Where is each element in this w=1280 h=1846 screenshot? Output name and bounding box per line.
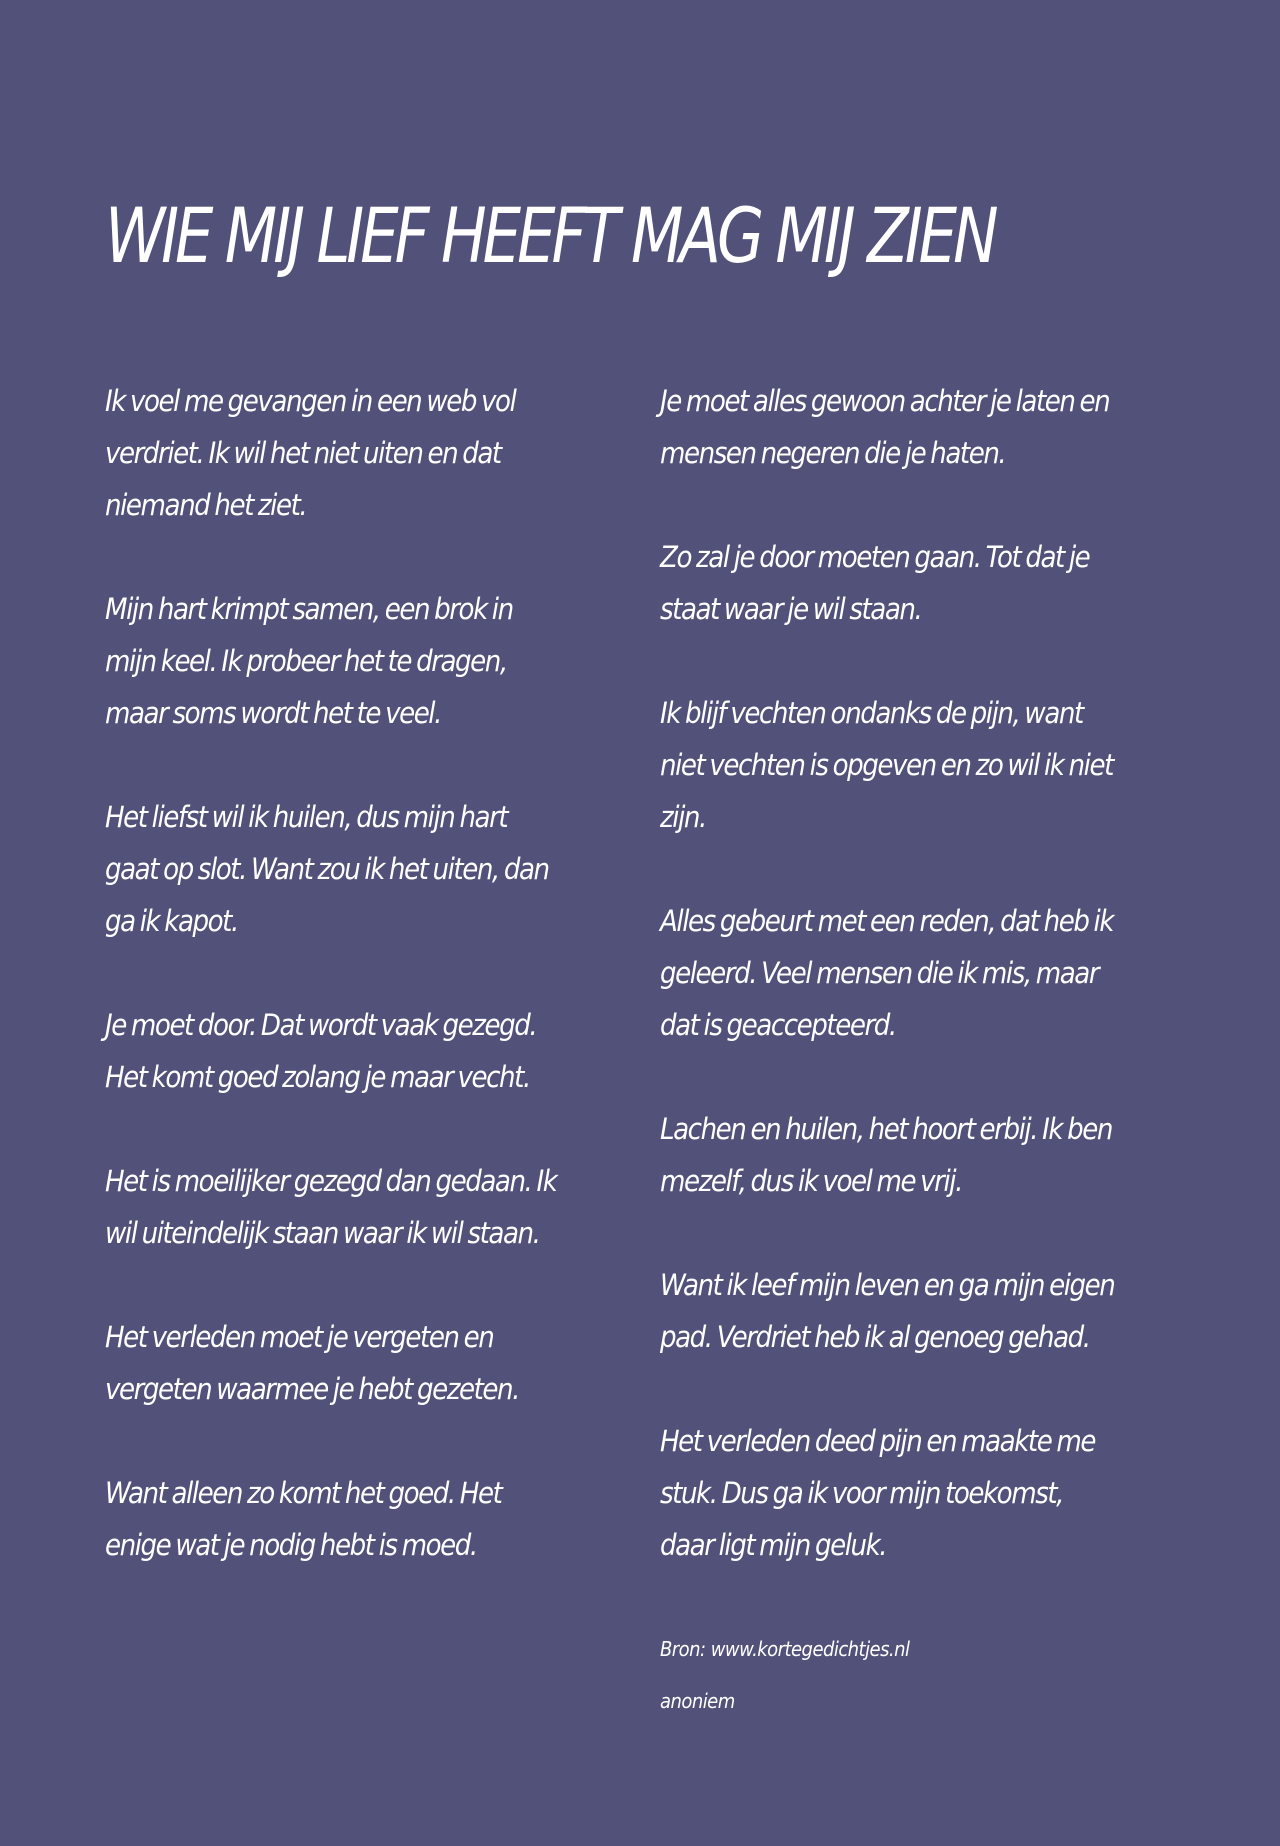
stanza: Lachen en huilen, het hoort erbij. Ik ben mezelf, dus ik voel me vrij.: [660, 1112, 1112, 1198]
stanza: Het verleden moet je vergeten en vergeten waarmee je hebt gezeten.: [105, 1320, 519, 1406]
stanza: Je moet door. Dat wordt vaak gezegd. Het komt goed zolang je maar vecht.: [105, 1008, 537, 1094]
stanza: Het is moeilijker gezegd dan gedaan. Ik wil uiteindelijk staan waar ik wil staan.: [105, 1164, 557, 1250]
stanza: Ik blijf vechten ondanks de pijn, want niet vechten is opgeven en zo wil ik niet zijn.: [660, 696, 1113, 834]
stanza: Zo zal je door moeten gaan. Tot dat je staat waar je wil staan.: [660, 540, 1090, 626]
author-credit: anoniem: [660, 1689, 735, 1713]
stanza: Ik voel me gevangen in een web vol verdriet. Ik wil het niet uiten en dat niemand het ziet.: [105, 384, 516, 522]
poem-column-right: [660, 375, 1220, 1727]
stanza: Je moet alles gewoon achter je laten en mensen negeren die je haten.: [660, 384, 1110, 470]
stanza: Want alleen zo komt het goed. Het enige wat je nodig hebt is moed.: [105, 1476, 502, 1562]
poem-title: WIE MIJ LIEF HEEFT MAG MIJ ZIEN: [105, 191, 995, 280]
stanza: Alles gebeurt met een reden, dat heb ik geleerd. Veel mensen die ik mis, maar dat is geaccepteerd.: [660, 904, 1114, 1042]
stanza: Het liefst wil ik huilen, dus mijn hart gaat op slot. Want zou ik het uiten, dan ga ik kapot.: [105, 800, 549, 938]
stanza: Het verleden deed pijn en maakte me stuk. Dus ga ik voor mijn toekomst, daar ligt mijn geluk.: [660, 1424, 1095, 1562]
stanza: Mijn hart krimpt samen, een brok in mijn keel. Ik probeer het te dragen, maar soms wordt het te veel.: [105, 592, 513, 730]
stanza: Want ik leef mijn leven en ga mijn eigen pad. Verdriet heb ik al genoeg gehad.: [660, 1268, 1115, 1354]
poem-column-left: [105, 375, 665, 1623]
source-credit: Bron: www.kortegedichtjes.nl: [660, 1637, 910, 1661]
